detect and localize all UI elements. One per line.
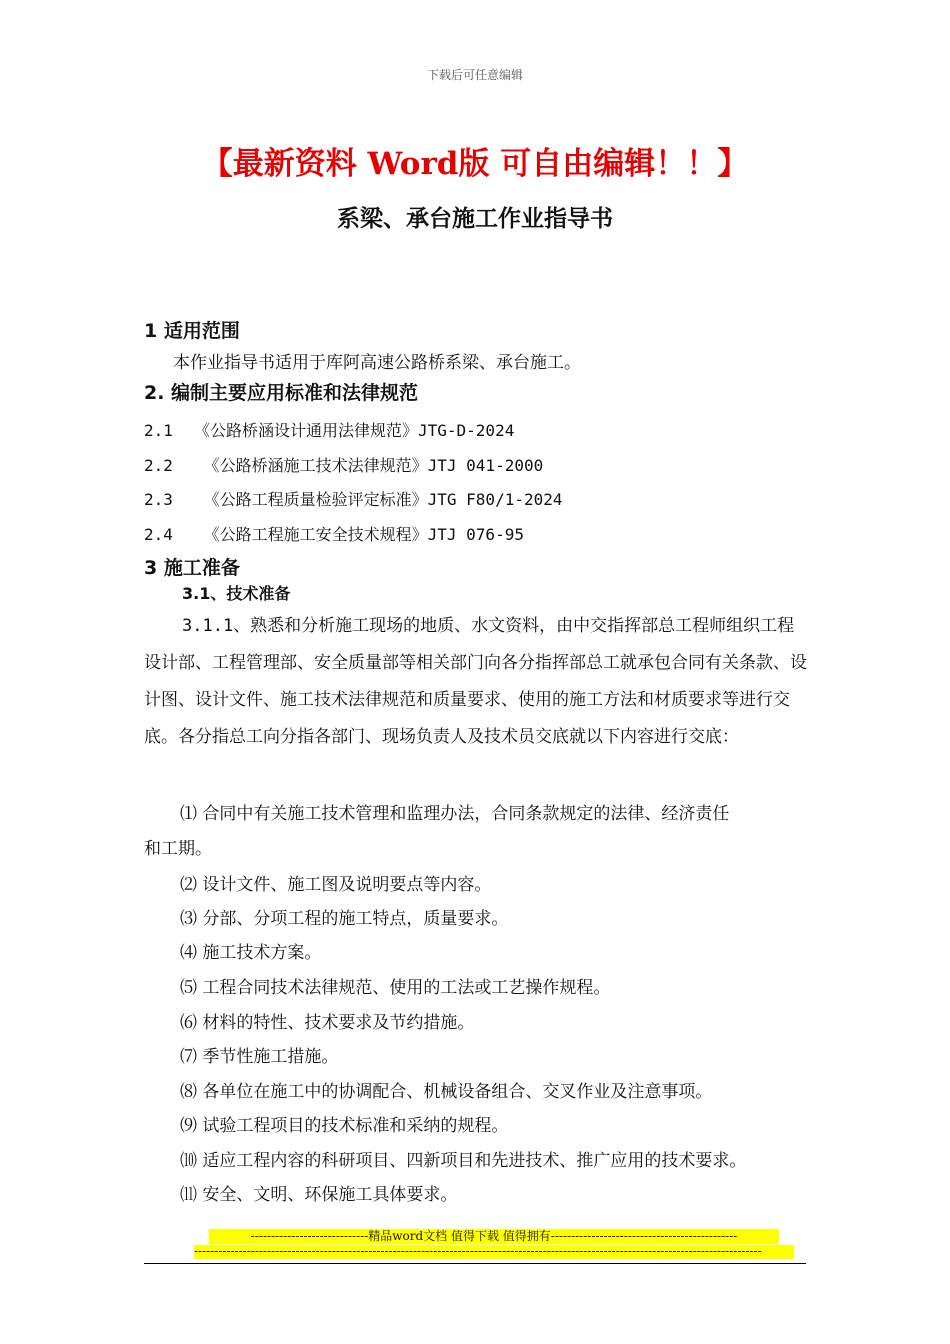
list-item: ⑴ 合同中有关施工技术管理和监理办法，合同条款规定的法律、经济责任 (180, 804, 730, 824)
standard-text: 《公路工程施工安全技术规程》JTJ 076-95 (194, 525, 524, 544)
list-item: ⑺ 季节性施工措施。 (180, 1047, 339, 1067)
list-item: ⑾ 安全、文明、环保施工具体要求。 (180, 1185, 458, 1205)
standard-number: 2.1 (144, 421, 173, 440)
standard-item (144, 453, 543, 476)
list-item: ⑹ 材料的特性、技术要求及节约措施。 (180, 1013, 475, 1033)
standard-item (144, 487, 563, 510)
standard-number: 2.2 (144, 456, 173, 475)
footer-dash-line: -------------------------------------------------------------------------------------------------------------------------------------------- (194, 1245, 794, 1259)
list-item: ⑼ 试验工程项目的技术标准和采纳的规程。 (180, 1116, 509, 1136)
list-item: ⑸ 工程合同技术法律规范、使用的工法或工艺操作规程。 (180, 978, 611, 998)
subsection-heading: 3.1、技术准备 (182, 584, 291, 603)
list-item: ⑽ 适应工程内容的科研项目、四新项目和先进技术、推广应用的技术要求。 (180, 1151, 747, 1171)
list-item: ⑷ 施工技术方案。 (180, 943, 322, 963)
list-item: ⑵ 设计文件、施工图及说明要点等内容。 (180, 875, 492, 895)
footer-rule (144, 1263, 806, 1264)
paragraph-3-1-1 (144, 608, 809, 756)
section-1-text: 本作业指导书适用于库阿高速公路桥系梁、承台施工。 (173, 353, 581, 373)
promo-banner: 【最新资料 Word版 可自由编辑！！】 (201, 146, 749, 182)
footer-highlight-line: -----------------------------精品word文档 值得下载 值得拥有---------------------------------------------- (209, 1229, 779, 1244)
page-header: 下载后可任意编辑 (426, 68, 523, 82)
list-item: ⑶ 分部、分项工程的施工特点，质量要求。 (180, 909, 509, 929)
standard-text: 《公路桥涵施工技术法律规范》JTJ 041-2000 (194, 456, 544, 475)
section-3-heading: 3 施工准备 (144, 557, 240, 579)
standard-item (144, 522, 524, 545)
paragraph-number: 3.1.1 (182, 616, 234, 636)
section-2-heading: 2. 编制主要应用标准和法律规范 (144, 382, 419, 404)
standard-item (144, 418, 514, 441)
list-item-continuation: 和工期。 (144, 839, 212, 859)
standard-number: 2.3 (144, 490, 173, 509)
section-1-heading: 1 适用范围 (144, 320, 240, 342)
document-title: 系梁、承台施工作业指导书 (337, 205, 613, 232)
standard-text: 《公路工程质量检验评定标准》JTG F80/1-2024 (194, 490, 563, 509)
list-item: ⑻ 各单位在施工中的协调配合、机械设备组合、交叉作业及注意事项。 (180, 1082, 713, 1102)
paragraph-text: 、熟悉和分析施工现场的地质、水文资料，由中交指挥部总工程师组织工程设计部、工程管理部、安全质量部等相关部门向各分指挥部总工就承包合同有关条款、设计图、设计文件、施工技术法律规范和质量要求、使用的施工方法和材质要求等进行交底。各分指总工向分指各部门、现场负责人及技术员交底就以下内容进行交底： (144, 616, 807, 747)
standard-number: 2.4 (144, 525, 173, 544)
standard-text: 《公路桥涵设计通用法律规范》JTG-D-2024 (194, 421, 515, 440)
